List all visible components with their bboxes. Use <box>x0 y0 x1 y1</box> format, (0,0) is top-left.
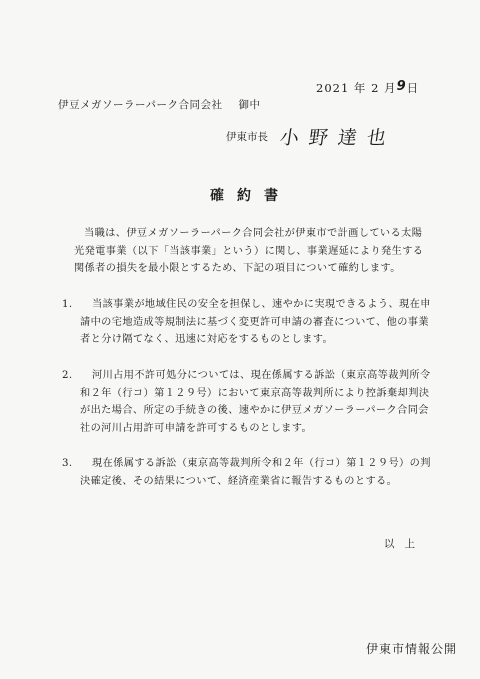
pledge-item-2 <box>62 367 432 437</box>
document-title: 確約書 <box>210 188 291 204</box>
item-number: 1. <box>62 299 73 310</box>
sender-title: 伊東市長 <box>226 130 268 143</box>
addressee-company: 伊豆メガソーラーパーク合同会社 <box>58 99 223 111</box>
handwritten-signature: 小野達也 <box>278 126 398 149</box>
date-year-month: 2021 年 2 月 <box>316 81 397 95</box>
disclosure-stamp: 伊東市情報公開 <box>366 642 458 656</box>
item-text: 当該事業が地域住民の安全を担保し、速やかに実現できるよう、現在申請中の宅地造成等規制法に基づく変更許可申請の審査について、他の事業者と分け隔てなく、迅速に対応をするものとします。 <box>80 299 431 345</box>
item-number: 2. <box>62 370 73 381</box>
pledge-item-3 <box>62 455 432 490</box>
addressee-line <box>58 97 260 112</box>
date-day-suffix: 日 <box>406 81 420 95</box>
addressee-honorific: 御中 <box>238 99 261 111</box>
closing-mark: 以上 <box>384 538 425 550</box>
sender-block <box>226 124 396 148</box>
intro-paragraph: 当職は、伊豆メガソーラーパーク合同会社が伊東市で計画している太陽光発電事業（以下「当該事業」という）に関し、事業遅延により発生する関係者の損失を最小限とするため、下記の項目について確約します。 <box>74 228 424 274</box>
item-text: 河川占用不許可処分については、現在係属する訴訟（東京高等裁判所令和２年（行コ）第１２９号）において東京高等裁判所により控訴棄却判決が出た場合、所定の手続きの後、速やかに伊豆メガソーラーパーク合同会社の河川占用許可申請を許可するものとします。 <box>80 370 431 434</box>
item-text: 現在係属する訴訟（東京高等裁判所令和２年（行コ）第１２９号）の判決確定後、その結果について、経済産業省に報告するものとする。 <box>80 458 431 487</box>
date-day-handwritten: 9 <box>396 79 407 94</box>
document-date <box>316 80 419 96</box>
item-number: 3. <box>62 458 73 469</box>
pledge-item-1 <box>62 296 432 349</box>
